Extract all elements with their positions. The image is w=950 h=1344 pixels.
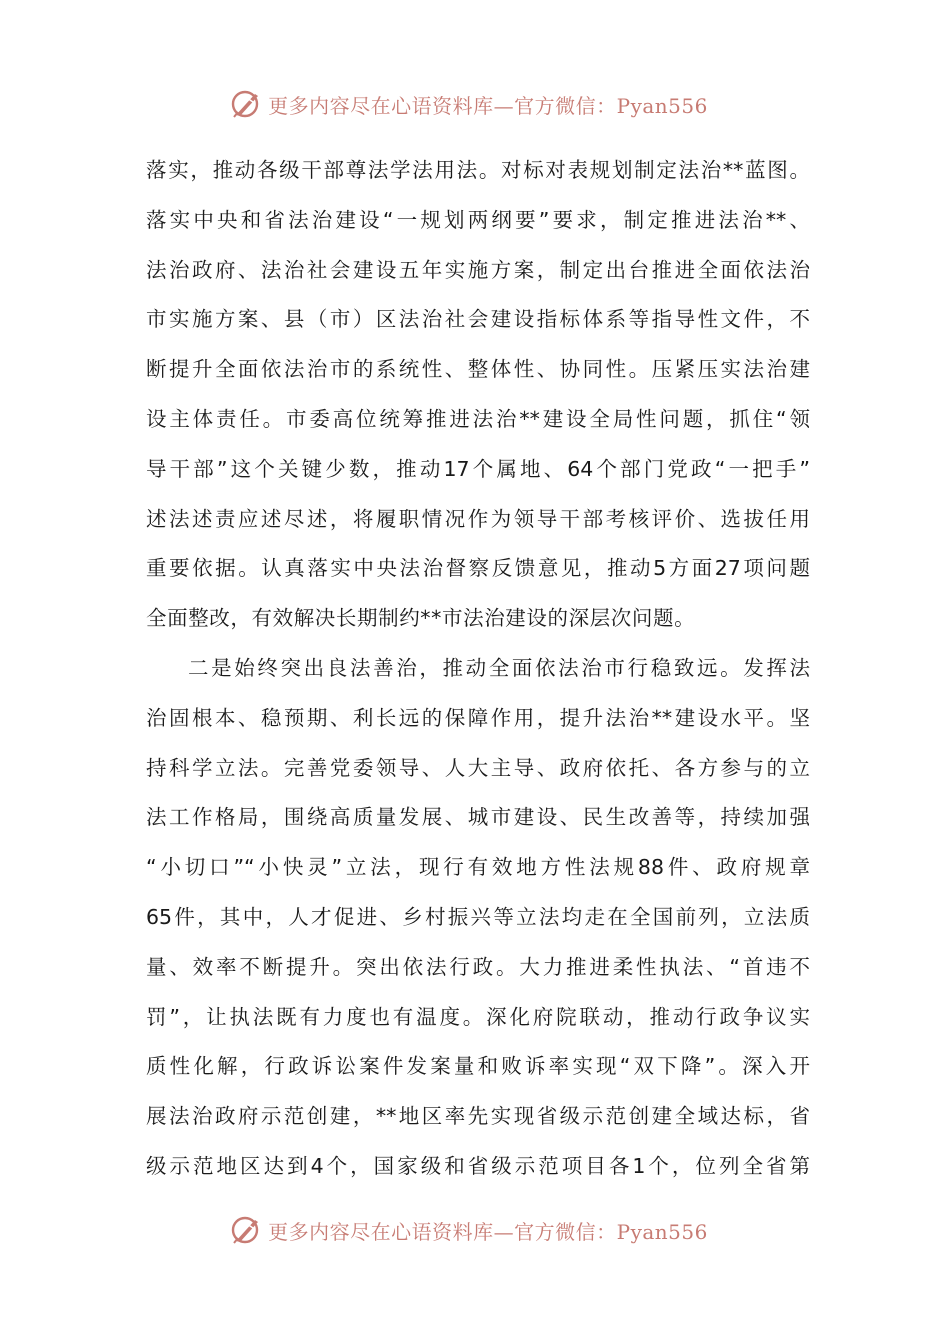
paragraph-2-line-8: 罚”，让执法既有力度也有温度。深化府院联动，推动行政争议实 (146, 1004, 810, 1029)
watermark-text: 更多内容尽在心语资料库—官方微信：Pyan556 (268, 93, 708, 118)
paragraph-1-line-5: 断提升全面依法治市的系统性、整体性、协同性。压紧压实法治建 (146, 357, 810, 382)
paragraph-1-line-10: 全面整改，有效解决长期制约**市法治建设的深层次问题。 (146, 606, 696, 631)
paragraph-2-line-1: 二是始终突出良法善治，推动全面依法治市行稳致远。发挥法 (188, 655, 810, 680)
paragraph-1-line-8: 述法述责应述尽述，将履职情况作为领导干部考核评价、选拔任用 (146, 506, 810, 531)
paragraph-1-line-6: 设主体责任。市委高位统筹推进法治**建设全局性问题，抓住“领 (146, 406, 810, 431)
document-body (146, 146, 810, 1192)
paragraph-2-line-7: 量、效率不断提升。突出依法行政。大力推进柔性执法、“首违不 (146, 954, 810, 979)
paragraph-2-line-4: 法工作格局，围绕高质量发展、城市建设、民生改善等，持续加强 (146, 805, 810, 830)
paragraph-1-line-1: 落实，推动各级干部尊法学法用法。对标对表规划制定法治**蓝图。 (146, 158, 810, 182)
paragraph-1-line-2: 落实中央和省法治建设“一规划两纲要”要求，制定推进法治**、 (146, 207, 810, 232)
pen-quill-logo-icon (230, 88, 262, 120)
pen-quill-logo-icon (230, 1214, 262, 1246)
paragraph-1-line-9: 重要依据。认真落实中央法治督察反馈意见，推动5方面27项问题 (146, 556, 810, 581)
paragraph-2-line-3: 持科学立法。完善党委领导、人大主导、政府依托、各方参与的立 (146, 755, 810, 780)
paragraph-2-line-11: 级示范地区达到4个，国家级和省级示范项目各1个，位列全省第 (146, 1153, 810, 1178)
bottom-watermark-banner (0, 1208, 950, 1252)
paragraph-2-line-9: 质性化解，行政诉讼案件发案量和败诉率实现“双下降”。深入开 (146, 1054, 810, 1079)
top-watermark-banner (0, 82, 950, 126)
paragraph-2-line-2: 治固根本、稳预期、利长远的保障作用，提升法治**建设水平。坚 (146, 705, 810, 730)
paragraph-1-line-7: 导干部”这个关键少数，推动17个属地、64个部门党政“一把手” (146, 456, 810, 481)
paragraph-2-line-10: 展法治政府示范创建，**地区率先实现省级示范创建全域达标，省 (146, 1104, 810, 1129)
watermark-text: 更多内容尽在心语资料库—官方微信：Pyan556 (268, 1219, 708, 1244)
paragraph-1-line-4: 市实施方案、县（市）区法治社会建设指标体系等指导性文件，不 (146, 307, 810, 332)
paragraph-1-line-3: 法治政府、法治社会建设五年实施方案，制定出台推进全面依法治 (146, 257, 810, 282)
paragraph-2-line-6: 65件，其中，人才促进、乡村振兴等立法均走在全国前列，立法质 (146, 904, 810, 929)
paragraph-2-line-5: “小切口”“小快灵”立法，现行有效地方性法规88件、政府规章 (146, 855, 810, 880)
